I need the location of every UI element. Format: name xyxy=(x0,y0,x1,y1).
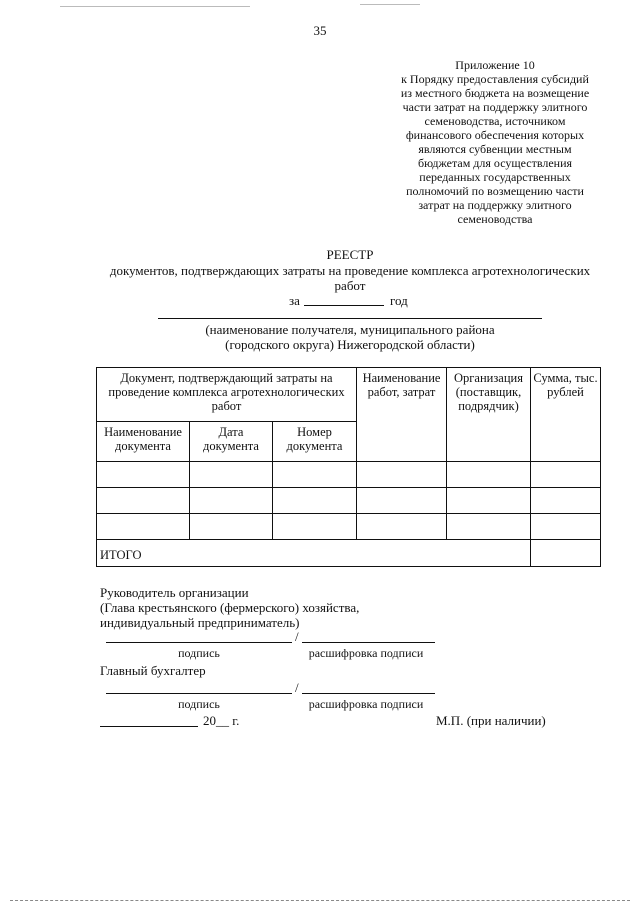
appendix-line: финансового обеспечения которых xyxy=(405,128,585,142)
appendix-line: затрат на поддержку элитного xyxy=(418,198,572,212)
page-number: 35 xyxy=(313,23,327,38)
appendix-line: семеноводства xyxy=(457,212,533,226)
period-prefix: за xyxy=(289,293,300,308)
table-cell[interactable] xyxy=(97,488,190,514)
table-cell[interactable] xyxy=(357,488,447,514)
appendix-title: Приложение 10 xyxy=(455,58,535,72)
appendix-line: семеноводства, источником xyxy=(424,114,566,128)
head-slash: / xyxy=(295,629,299,644)
table-row xyxy=(97,462,601,488)
header-document-date: Дата документа xyxy=(190,422,273,462)
total-row xyxy=(97,540,601,567)
scan-edge-top-right xyxy=(360,4,420,5)
table-cell[interactable] xyxy=(97,514,190,540)
accountant-slash: / xyxy=(295,680,299,695)
table-cell[interactable] xyxy=(357,462,447,488)
head-label-line3: индивидуальный предприниматель) xyxy=(100,615,300,630)
registry-subtitle-line2: работ xyxy=(334,278,366,293)
accountant-label: Главный бухгалтер xyxy=(100,663,206,678)
table-row xyxy=(97,514,601,540)
table-cell[interactable] xyxy=(97,462,190,488)
table-cell[interactable] xyxy=(190,514,273,540)
accountant-signature-blank[interactable] xyxy=(106,693,292,694)
table-cell[interactable] xyxy=(531,462,601,488)
header-work-name: Наименование работ, затрат xyxy=(357,368,447,462)
stamp-place-text: М.П. (при наличии) xyxy=(436,713,546,728)
table-cell[interactable] xyxy=(357,514,447,540)
appendix-block xyxy=(380,58,610,226)
scan-edge-bottom xyxy=(10,900,630,901)
total-sum-cell[interactable] xyxy=(531,540,601,567)
header-organization: Организация (поставщик, подрядчик) xyxy=(447,368,531,462)
table-cell[interactable] xyxy=(447,488,531,514)
head-label-line1: Руководитель организации xyxy=(100,585,249,600)
head-decode-caption: расшифровка подписи xyxy=(308,646,424,660)
appendix-line: являются субвенции местным xyxy=(418,142,572,156)
accountant-decode-caption: расшифровка подписи xyxy=(308,697,424,711)
head-sign-caption: подпись xyxy=(178,646,220,660)
head-label-line2: (Глава крестьянского (фермерского) хозяйства, xyxy=(100,600,360,615)
period-year-blank[interactable] xyxy=(304,305,384,306)
table-cell[interactable] xyxy=(447,462,531,488)
appendix-line: части затрат на поддержку элитного xyxy=(402,100,588,114)
accountant-sign-caption: подпись xyxy=(178,697,220,711)
total-label: ИТОГО xyxy=(97,540,531,567)
period-suffix: год xyxy=(390,293,408,308)
head-signature-blank[interactable] xyxy=(106,642,292,643)
date-year-text: 20__ г. xyxy=(203,713,240,728)
table-cell[interactable] xyxy=(273,514,357,540)
recipient-caption-line1: (наименование получателя, муниципального района xyxy=(205,322,495,337)
accountant-decode-blank[interactable] xyxy=(302,693,435,694)
header-sum: Сумма, тыс. рублей xyxy=(531,368,601,462)
appendix-line: бюджетам для осуществления xyxy=(417,156,573,170)
appendix-line: переданных государственных xyxy=(419,170,571,184)
appendix-line: из местного бюджета на возмещение xyxy=(400,86,590,100)
table-cell[interactable] xyxy=(190,462,273,488)
registry-table xyxy=(96,367,601,567)
appendix-line: к Порядку предоставления субсидий xyxy=(401,72,589,86)
recipient-caption-line2: (городского округа) Нижегородской области) xyxy=(225,337,475,352)
head-decode-blank[interactable] xyxy=(302,642,435,643)
table-cell[interactable] xyxy=(273,488,357,514)
header-document-number: Номер документа xyxy=(273,422,357,462)
scan-edge-top-left xyxy=(60,6,250,7)
table-cell[interactable] xyxy=(531,514,601,540)
table-cell[interactable] xyxy=(531,488,601,514)
table-cell[interactable] xyxy=(273,462,357,488)
recipient-name-blank[interactable] xyxy=(158,318,542,319)
header-document-name: Наименование документа xyxy=(97,422,190,462)
header-document-group: Документ, подтверждающий затраты на проведение комплекса агротехнологических работ xyxy=(97,368,357,422)
appendix-line: полномочий по возмещению части xyxy=(406,184,584,198)
date-blank[interactable] xyxy=(100,726,198,727)
table-cell[interactable] xyxy=(190,488,273,514)
table-row xyxy=(97,488,601,514)
registry-title: РЕЕСТР xyxy=(326,247,374,262)
table-cell[interactable] xyxy=(447,514,531,540)
registry-subtitle-line1: документов, подтверждающих затраты на проведение комплекса агротехнологических xyxy=(109,263,591,278)
